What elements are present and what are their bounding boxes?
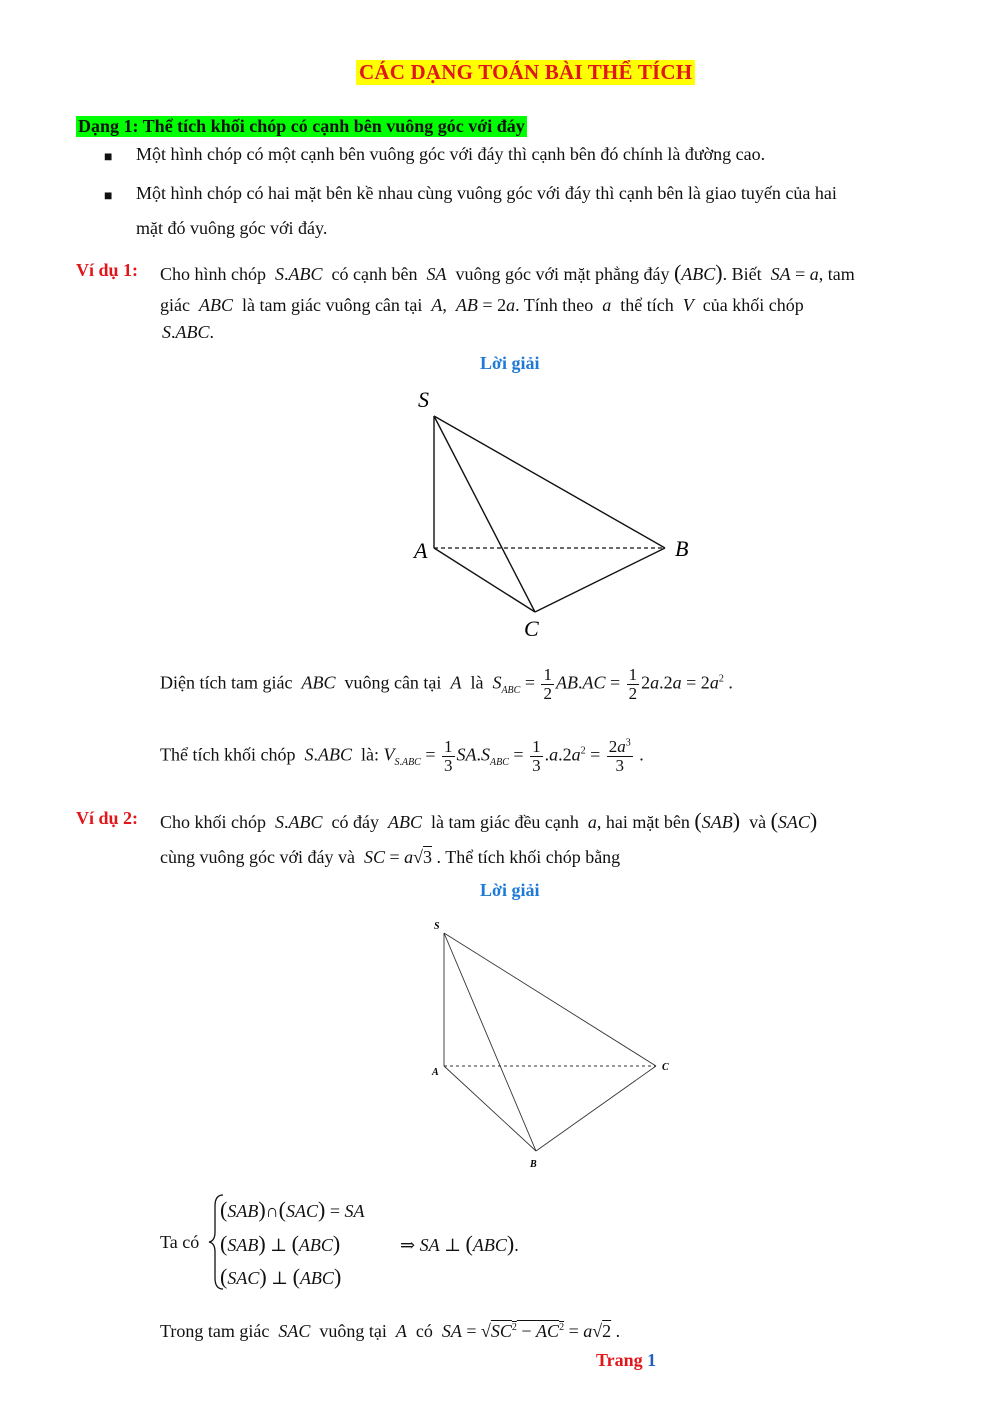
system-intro: Ta có bbox=[160, 1232, 200, 1252]
example-1-line2: giác ABC là tam giác vuông cân tại A, AB = 2a. Tính theo a thể tích V của khối chóp bbox=[160, 295, 804, 315]
edge-AC bbox=[434, 548, 535, 612]
bullet-marker: ■ bbox=[104, 189, 113, 204]
bullet-2-text-line1: Một hình chóp có hai mặt bên kề nhau cùng vuông góc với đáy thì cạnh bên là giao tuyến của hai bbox=[136, 183, 837, 203]
example-2-line2: cùng vuông góc với đáy và SC = a√3 . Thể tích khối chóp bằng bbox=[160, 847, 621, 867]
bullet-2 bbox=[104, 184, 112, 205]
area-formula: Diện tích tam giác ABC vuông cân tại A là $S_{ABC}$ = $\frac{1}{2}$ AB.AC = $\frac{1}{2}$ $2a.2a = 2a^2$ . bbox=[160, 665, 733, 703]
vertex-label-C: C bbox=[662, 1062, 669, 1073]
example-2-label: Ví dụ 2: bbox=[76, 808, 139, 828]
bullet-1-text: Một hình chóp có một cạnh bên vuông góc với đáy thì cạnh bên đó chính là đường cao. bbox=[136, 144, 766, 164]
volume-formula: Thể tích khối chóp S.ABC là: $V_{S.ABC}$ = $\frac{1}{3}$ $SA.S_{ABC}$ = $\frac{1}{3}$ $.a.2a^2$ = $\frac{2a^3}{3}$ . bbox=[160, 737, 644, 775]
bullet-marker: ■ bbox=[104, 150, 113, 165]
page-footer: Trang 1 bbox=[596, 1350, 657, 1370]
solution-label-2: Lời giải bbox=[480, 880, 540, 900]
example-1-line1: Cho hình chóp S.ABC có cạnh bên SA vuông góc với mặt phẳng đáy (ABC). Biết SA = a, tam bbox=[160, 260, 855, 285]
solution-label-1: Lời giải bbox=[480, 353, 540, 373]
system-line-2: (SAB) ⊥ (ABC) bbox=[220, 1231, 341, 1256]
edge-BC bbox=[536, 1066, 656, 1151]
example-2-line1: Cho khối chóp S.ABC có đáy ABC là tam giác đều cạnh a, hai mặt bên (SAB) và (SAC) bbox=[160, 808, 818, 833]
system-line-1: (SAB)∩(SAC) = SA bbox=[220, 1197, 365, 1222]
page-title: CÁC DẠNG TOÁN BÀI THỂ TÍCH bbox=[356, 60, 695, 85]
edge-SB bbox=[444, 933, 536, 1151]
vertex-label-B: B bbox=[675, 536, 689, 561]
system-line-3: (SAC) ⊥ (ABC) bbox=[220, 1264, 342, 1289]
vertex-label-S: S bbox=[418, 387, 429, 412]
vertex-label-A: A bbox=[414, 538, 428, 563]
pyramid-figure-1 bbox=[400, 380, 720, 650]
bullet-2-text-line2: mặt đó vuông góc với đáy. bbox=[136, 218, 328, 238]
edge-AB bbox=[444, 1066, 536, 1151]
bullet-1 bbox=[104, 145, 112, 166]
vertex-label-C: C bbox=[524, 616, 539, 641]
edge-SC bbox=[444, 933, 656, 1066]
section-heading: Dạng 1: Thể tích khối chóp có cạnh bên vuông góc với đáy bbox=[78, 116, 525, 136]
page-number: 1 bbox=[647, 1350, 657, 1370]
example-1-label: Ví dụ 1: bbox=[76, 260, 139, 280]
vertex-label-A: A bbox=[432, 1067, 439, 1078]
edge-CB bbox=[535, 548, 665, 612]
vertex-label-S: S bbox=[434, 921, 440, 932]
vertex-label-B: B bbox=[530, 1159, 537, 1170]
triangle-sac-formula: Trong tam giác SAC vuông tại A có SA = $√SC^2 - AC^2 = a√2$ . bbox=[160, 1321, 621, 1341]
pyramid-figure-2 bbox=[420, 915, 690, 1175]
example-1-line3: S.ABC. bbox=[162, 322, 214, 342]
system-conclusion: ⇒ SA ⊥ (ABC). bbox=[400, 1231, 519, 1256]
